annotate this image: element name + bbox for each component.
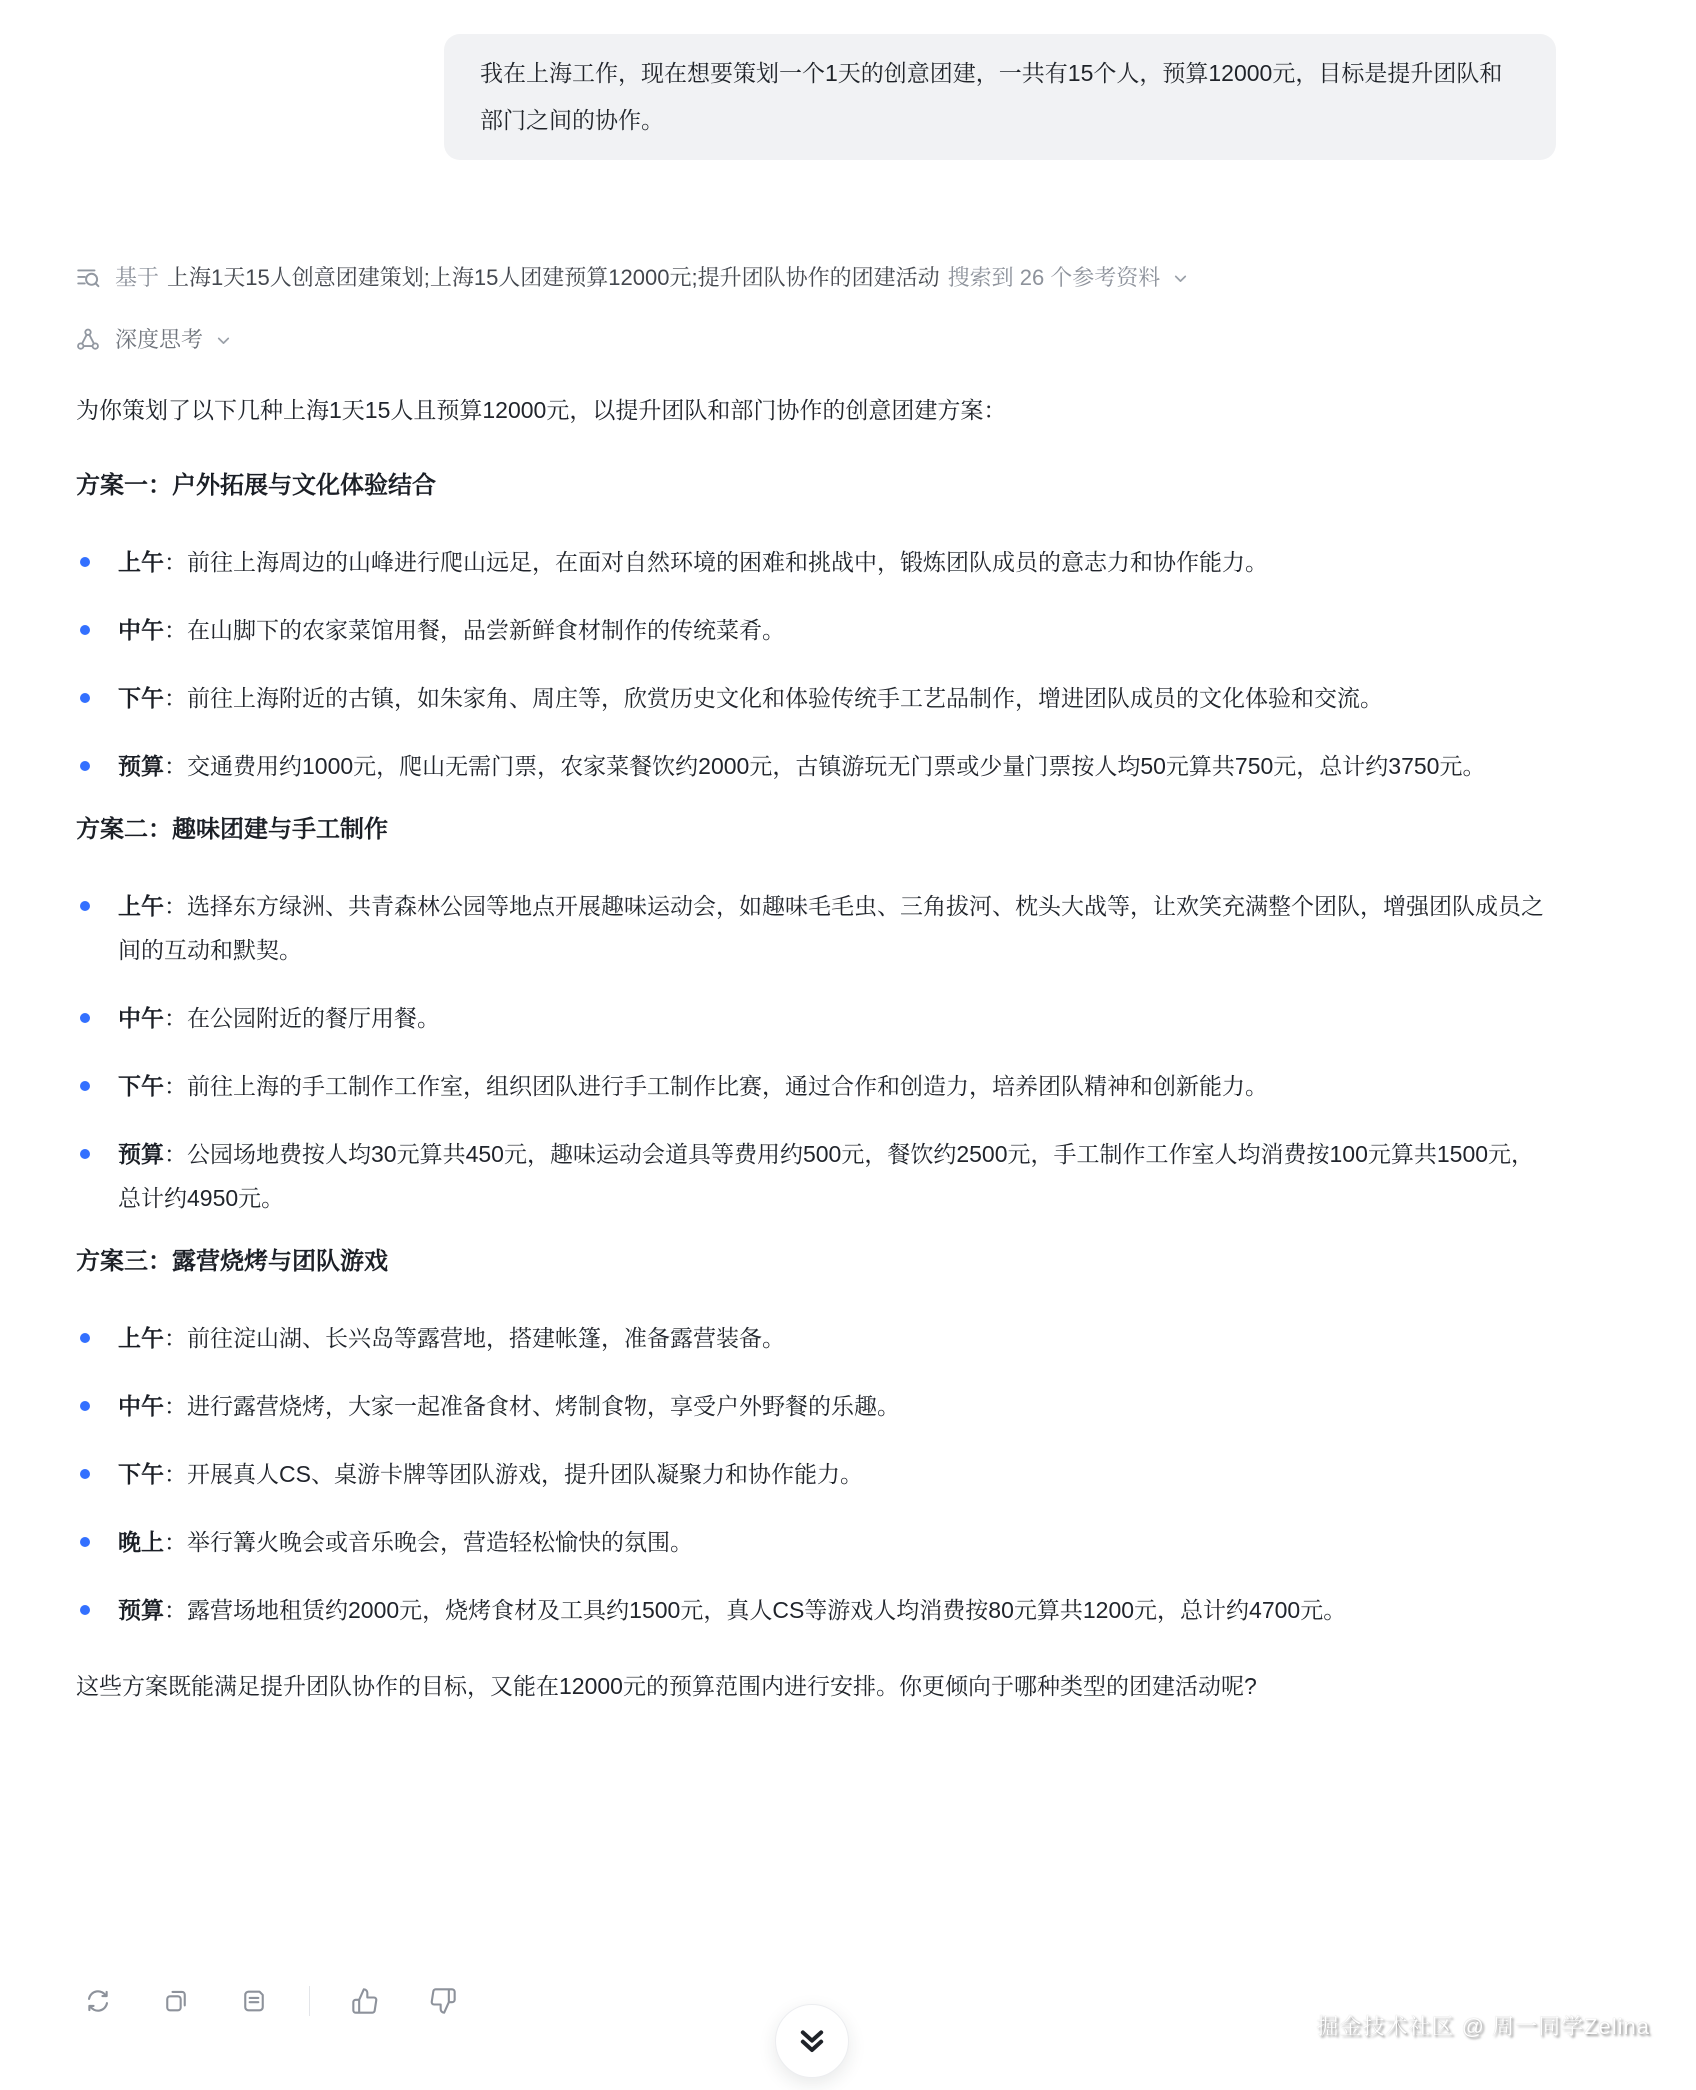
- search-summary-row[interactable]: [75, 260, 1696, 296]
- plan3-title: 方案三：露营烧烤与团队游戏: [76, 1248, 388, 1275]
- thumbs-up-button[interactable]: [350, 1986, 380, 2016]
- list-item: 上午：前往上海周边的山峰进行爬山远足，在面对自然环境的困难和挑战中，锻炼团队成员的意志力和协作能力。: [76, 540, 1554, 584]
- user-message-bubble: 我在上海工作，现在想要策划一个1天的创意团建，一共有15个人，预算12000元，目标是提升团队和部门之间的协作。: [444, 34, 1556, 160]
- plan1-list: [76, 540, 1554, 788]
- list-item: 中午：在山脚下的农家菜馆用餐，品尝新鲜食材制作的传统菜肴。: [76, 608, 1554, 652]
- intro-paragraph: 为你策划了以下几种上海1天15人且预算12000元，以提升团队和部门协作的创意团建方案：: [76, 397, 1007, 423]
- plan3-list: [76, 1316, 1554, 1632]
- double-chevron-down-icon: [792, 2021, 832, 2061]
- message-action-bar: [83, 1986, 506, 2016]
- list-item: 预算：露营场地租赁约2000元，烧烤食材及工具约1500元，真人CS等游戏人均消费按80元算共1200元，总计约4700元。: [76, 1588, 1554, 1632]
- list-item: 下午：开展真人CS、桌游卡牌等团队游戏，提升团队凝聚力和协作能力。: [76, 1452, 1554, 1496]
- note-button[interactable]: [239, 1986, 269, 2016]
- plan2-list: [76, 884, 1554, 1220]
- bullet-icon: [80, 901, 90, 911]
- list-item: 预算：公园场地费按人均30元算共450元，趣味运动会道具等费用约500元，餐饮约2500元，手工制作工作室人均消费按100元算共1500元，总计约4950元。: [76, 1132, 1554, 1220]
- bullet-icon: [80, 1605, 90, 1615]
- scroll-to-bottom-button[interactable]: [775, 2004, 849, 2078]
- list-item: 中午：进行露营烧烤，大家一起准备食材、烤制食物，享受户外野餐的乐趣。: [76, 1384, 1554, 1428]
- bullet-icon: [80, 1333, 90, 1343]
- list-item: 中午：在公园附近的餐厅用餐。: [76, 996, 1554, 1040]
- search-prefix: 基于: [115, 265, 160, 290]
- bullet-icon: [80, 557, 90, 567]
- bullet-icon: [80, 693, 90, 703]
- search-result-count: 搜索到 26 个参考资料: [947, 265, 1161, 290]
- chevron-down-icon[interactable]: [1172, 270, 1189, 287]
- bullet-icon: [80, 1401, 90, 1411]
- bullet-icon: [80, 1149, 90, 1159]
- deep-think-label: 深度思考: [115, 327, 204, 352]
- list-item: 下午：前往上海的手工制作工作室，组织团队进行手工制作比赛，通过合作和创造力，培养团队精神和创新能力。: [76, 1064, 1554, 1108]
- deep-think-icon: [75, 327, 101, 353]
- bullet-icon: [80, 625, 90, 635]
- regenerate-button[interactable]: [83, 1986, 113, 2016]
- closing-paragraph: 这些方案既能满足提升团队协作的目标，又能在12000元的预算范围内进行安排。你更倾向于哪种类型的团建活动呢?: [76, 1673, 1257, 1699]
- deep-think-toggle[interactable]: [75, 322, 1696, 358]
- list-item: 下午：前往上海附近的古镇，如朱家角、周庄等，欣赏历史文化和体验传统手工艺品制作，增进团队成员的文化体验和交流。: [76, 676, 1554, 720]
- user-message-row: [0, 0, 1696, 160]
- assistant-response: [76, 388, 1554, 1708]
- copy-button[interactable]: [161, 1986, 191, 2016]
- plan1-title: 方案一：户外拓展与文化体验结合: [76, 472, 436, 499]
- plan2-title: 方案二：趣味团建与手工制作: [76, 816, 388, 843]
- thumbs-down-button[interactable]: [428, 1986, 458, 2016]
- chevron-down-icon[interactable]: [215, 332, 232, 349]
- list-item: 上午：前往淀山湖、长兴岛等露营地，搭建帐篷，准备露营装备。: [76, 1316, 1554, 1360]
- list-item: 晚上：举行篝火晚会或音乐晚会，营造轻松愉快的氛围。: [76, 1520, 1554, 1564]
- bullet-icon: [80, 1081, 90, 1091]
- list-item: 预算：交通费用约1000元，爬山无需门票，农家菜餐饮约2000元，古镇游玩无门票或少量门票按人均50元算共750元，总计约3750元。: [76, 744, 1554, 788]
- list-item: 上午：选择东方绿洲、共青森林公园等地点开展趣味运动会，如趣味毛毛虫、三角拔河、枕头大战等，让欢笑充满整个团队，增强团队成员之间的互动和默契。: [76, 884, 1554, 972]
- divider: [309, 1986, 310, 2016]
- search-keywords: 上海1天15人创意团建策划;上海15人团建预算12000元;提升团队协作的团建活动: [167, 265, 940, 290]
- bullet-icon: [80, 1469, 90, 1479]
- bullet-icon: [80, 1013, 90, 1023]
- bullet-icon: [80, 1537, 90, 1547]
- assistant-meta: [75, 260, 1696, 358]
- watermark: 掘金技术社区 @ 周一同学Zelina: [1316, 2014, 1650, 2039]
- search-list-icon: [75, 265, 101, 291]
- bullet-icon: [80, 761, 90, 771]
